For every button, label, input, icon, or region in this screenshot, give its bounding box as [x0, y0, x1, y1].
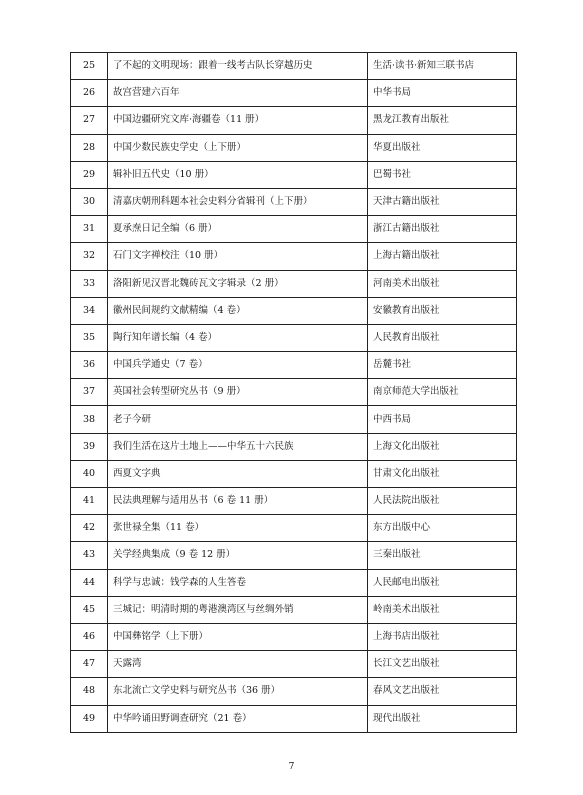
table-row [71, 705, 517, 732]
publisher-name: 南京师范大学出版社 [368, 379, 517, 406]
book-title: 陶行知年谱长编（4 卷） [108, 324, 368, 351]
table-row [71, 107, 517, 134]
book-title: 英国社会转型研究丛书（9 册） [108, 379, 368, 406]
table-row [71, 80, 517, 107]
row-number: 42 [71, 515, 108, 542]
table-row [71, 623, 517, 650]
book-title: 关学经典集成（9 卷 12 册） [108, 542, 368, 569]
row-number: 44 [71, 569, 108, 596]
book-title: 老子今研 [108, 406, 368, 433]
publisher-name: 浙江古籍出版社 [368, 216, 517, 243]
publisher-name: 中华书局 [368, 80, 517, 107]
row-number: 39 [71, 433, 108, 460]
table-row [71, 134, 517, 161]
book-title: 了不起的文明现场：跟着一线考古队长穿越历史 [108, 53, 368, 80]
publisher-name: 人民邮电出版社 [368, 569, 517, 596]
book-title: 中国边疆研究文库·海疆卷（11 册） [108, 107, 368, 134]
row-number: 35 [71, 324, 108, 351]
row-number: 40 [71, 460, 108, 487]
book-title: 天露湾 [108, 651, 368, 678]
book-title: 西夏文字典 [108, 460, 368, 487]
table-row [71, 352, 517, 379]
table-row [71, 270, 517, 297]
book-title: 民法典理解与适用丛书（6 卷 11 册） [108, 488, 368, 515]
table-row [71, 243, 517, 270]
book-title: 石门文字禅校注（10 册） [108, 243, 368, 270]
table-row [71, 297, 517, 324]
row-number: 29 [71, 161, 108, 188]
book-title: 中国彝铭学（上下册） [108, 623, 368, 650]
publisher-name: 长江文艺出版社 [368, 651, 517, 678]
publisher-name: 春风文艺出版社 [368, 678, 517, 705]
row-number: 31 [71, 216, 108, 243]
table-row [71, 379, 517, 406]
table-row [71, 406, 517, 433]
row-number: 48 [71, 678, 108, 705]
publisher-name: 天津古籍出版社 [368, 188, 517, 215]
table-row [71, 161, 517, 188]
book-title: 徽州民间规约文献精编（4 卷） [108, 297, 368, 324]
publisher-name: 上海书店出版社 [368, 623, 517, 650]
table-row [71, 515, 517, 542]
table-row [71, 596, 517, 623]
row-number: 38 [71, 406, 108, 433]
book-title: 清嘉庆朝刑科题本社会史料分省辑刊（上下册） [108, 188, 368, 215]
publisher-name: 岳麓书社 [368, 352, 517, 379]
row-number: 43 [71, 542, 108, 569]
page-number: 7 [288, 762, 295, 772]
row-number: 47 [71, 651, 108, 678]
row-number: 26 [71, 80, 108, 107]
publisher-name: 上海古籍出版社 [368, 243, 517, 270]
publisher-name: 甘肃文化出版社 [368, 460, 517, 487]
row-number: 33 [71, 270, 108, 297]
publisher-name: 黑龙江教育出版社 [368, 107, 517, 134]
table-row [71, 569, 517, 596]
row-number: 45 [71, 596, 108, 623]
row-number: 30 [71, 188, 108, 215]
row-number: 36 [71, 352, 108, 379]
publisher-name: 中西书局 [368, 406, 517, 433]
table-row [71, 651, 517, 678]
publisher-name: 人民法院出版社 [368, 488, 517, 515]
table-row [71, 678, 517, 705]
row-number: 34 [71, 297, 108, 324]
row-number: 41 [71, 488, 108, 515]
book-title: 辑补旧五代史（10 册） [108, 161, 368, 188]
book-title: 张世禄全集（11 卷） [108, 515, 368, 542]
row-number: 27 [71, 107, 108, 134]
row-number: 25 [71, 53, 108, 80]
row-number: 37 [71, 379, 108, 406]
book-list-table [70, 52, 517, 733]
book-title: 故宫营建六百年 [108, 80, 368, 107]
publisher-name: 三秦出版社 [368, 542, 517, 569]
book-title: 我们生活在这片土地上——中华五十六民族 [108, 433, 368, 460]
book-title: 科学与忠诚：钱学森的人生答卷 [108, 569, 368, 596]
publisher-name: 河南美术出版社 [368, 270, 517, 297]
table-row [71, 216, 517, 243]
book-title: 中国少数民族史学史（上下册） [108, 134, 368, 161]
book-title: 中华吟诵田野调查研究（21 卷） [108, 705, 368, 732]
table-row [71, 488, 517, 515]
row-number: 49 [71, 705, 108, 732]
table-body [71, 53, 517, 733]
publisher-name: 生活·读书·新知三联书店 [368, 53, 517, 80]
table-row [71, 433, 517, 460]
row-number: 28 [71, 134, 108, 161]
table-row [71, 188, 517, 215]
table-row [71, 542, 517, 569]
publisher-name: 华夏出版社 [368, 134, 517, 161]
row-number: 46 [71, 623, 108, 650]
publisher-name: 东方出版中心 [368, 515, 517, 542]
publisher-name: 岭南美术出版社 [368, 596, 517, 623]
book-title: 洛阳新见汉晋北魏砖瓦文字辑录（2 册） [108, 270, 368, 297]
book-title: 中国兵学通史（7 卷） [108, 352, 368, 379]
publisher-name: 巴蜀书社 [368, 161, 517, 188]
publisher-name: 上海文化出版社 [368, 433, 517, 460]
publisher-name: 现代出版社 [368, 705, 517, 732]
table-row [71, 460, 517, 487]
book-title: 东北流亡文学史料与研究丛书（36 册） [108, 678, 368, 705]
table-row [71, 324, 517, 351]
row-number: 32 [71, 243, 108, 270]
book-title: 夏承焘日记全编（6 册） [108, 216, 368, 243]
table-row [71, 53, 517, 80]
publisher-name: 安徽教育出版社 [368, 297, 517, 324]
book-title: 三城记：明清时期的粤港澳湾区与丝绸外销 [108, 596, 368, 623]
publisher-name: 人民教育出版社 [368, 324, 517, 351]
